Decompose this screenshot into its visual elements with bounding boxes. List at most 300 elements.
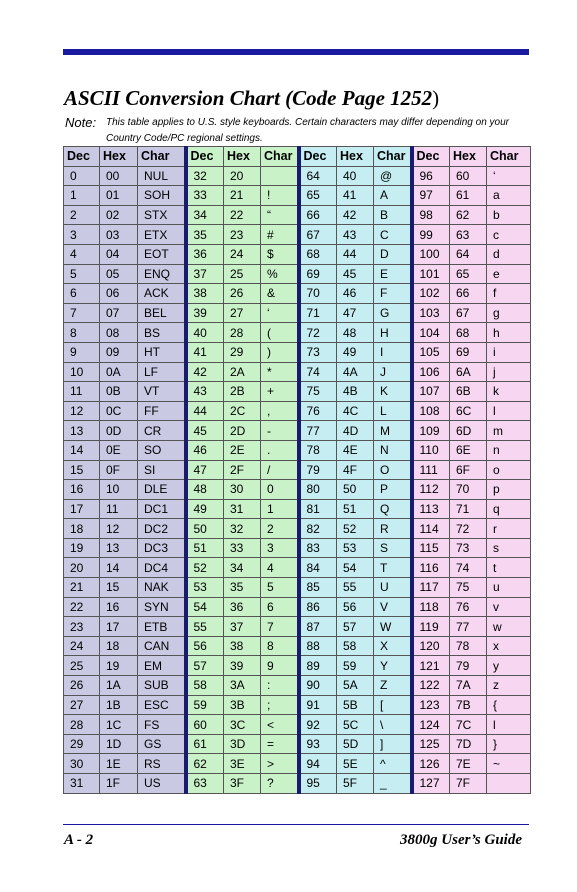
note-text: This table applies to U.S. style keyboards. Certain characters may differ depending on your Country Code/PC regional settings.: [106, 117, 509, 144]
char-cell: ;: [261, 695, 299, 715]
hex-cell: 08: [100, 323, 138, 343]
dec-cell: 85: [299, 578, 337, 598]
hex-cell: 49: [337, 342, 374, 362]
hex-cell: 2D: [224, 421, 261, 441]
hex-cell: 1F: [100, 774, 138, 794]
column-header: Dec: [412, 147, 450, 167]
char-cell: n: [487, 440, 531, 460]
dec-cell: 22: [64, 597, 100, 617]
hex-cell: 6C: [450, 401, 487, 421]
hex-cell: 30: [224, 480, 261, 500]
hex-cell: 65: [450, 264, 487, 284]
char-cell: j: [487, 362, 531, 382]
hex-cell: 6B: [450, 382, 487, 402]
hex-cell: 00: [100, 166, 138, 186]
hex-cell: 27: [224, 303, 261, 323]
dec-cell: 45: [186, 421, 224, 441]
table-row: [64, 734, 531, 754]
table-row: [64, 754, 531, 774]
hex-cell: 69: [450, 342, 487, 362]
char-cell: CAN: [138, 636, 186, 656]
char-cell: ENQ: [138, 264, 186, 284]
char-cell: “: [261, 205, 299, 225]
hex-cell: 4B: [337, 382, 374, 402]
dec-cell: 98: [412, 205, 450, 225]
char-cell: r: [487, 519, 531, 539]
char-cell: US: [138, 774, 186, 794]
char-cell: SI: [138, 460, 186, 480]
hex-cell: 09: [100, 342, 138, 362]
char-cell: DC3: [138, 538, 186, 558]
hex-cell: 64: [450, 244, 487, 264]
dec-cell: 16: [64, 480, 100, 500]
char-cell: }: [487, 734, 531, 754]
dec-cell: 34: [186, 205, 224, 225]
char-cell: o: [487, 460, 531, 480]
table-row: [64, 303, 531, 323]
hex-cell: 11: [100, 499, 138, 519]
char-cell: \: [374, 715, 412, 735]
char-cell: 5: [261, 578, 299, 598]
dec-cell: 93: [299, 734, 337, 754]
hex-cell: 62: [450, 205, 487, 225]
char-cell: d: [487, 244, 531, 264]
char-cell: CR: [138, 421, 186, 441]
dec-cell: 33: [186, 186, 224, 206]
hex-cell: 34: [224, 558, 261, 578]
table-row: [64, 715, 531, 735]
dec-cell: 87: [299, 617, 337, 637]
hex-cell: 0A: [100, 362, 138, 382]
dec-cell: 54: [186, 597, 224, 617]
dec-cell: 23: [64, 617, 100, 637]
hex-cell: 67: [450, 303, 487, 323]
hex-cell: 52: [337, 519, 374, 539]
dec-cell: 122: [412, 676, 450, 696]
dec-cell: 70: [299, 284, 337, 304]
hex-cell: 78: [450, 636, 487, 656]
hex-cell: 1B: [100, 695, 138, 715]
char-cell: ~: [487, 754, 531, 774]
hex-cell: 4D: [337, 421, 374, 441]
char-cell: 3: [261, 538, 299, 558]
char-cell: FS: [138, 715, 186, 735]
hex-cell: 07: [100, 303, 138, 323]
table-row: [64, 244, 531, 264]
dec-cell: 67: [299, 225, 337, 245]
dec-cell: 11: [64, 382, 100, 402]
char-cell: EOT: [138, 244, 186, 264]
dec-cell: 78: [299, 440, 337, 460]
dec-cell: 99: [412, 225, 450, 245]
hex-cell: 20: [224, 166, 261, 186]
dec-cell: 94: [299, 754, 337, 774]
dec-cell: 76: [299, 401, 337, 421]
char-cell: ,: [261, 401, 299, 421]
column-header: Char: [374, 147, 412, 167]
char-cell: U: [374, 578, 412, 598]
hex-cell: 35: [224, 578, 261, 598]
char-cell: .: [261, 440, 299, 460]
dec-cell: 75: [299, 382, 337, 402]
dec-cell: 8: [64, 323, 100, 343]
dec-cell: 31: [64, 774, 100, 794]
dec-cell: 28: [64, 715, 100, 735]
hex-cell: 0F: [100, 460, 138, 480]
dec-cell: 66: [299, 205, 337, 225]
char-cell: C: [374, 225, 412, 245]
hex-cell: 06: [100, 284, 138, 304]
char-cell: DLE: [138, 480, 186, 500]
dec-cell: 100: [412, 244, 450, 264]
column-header: Hex: [337, 147, 374, 167]
column-header: Dec: [299, 147, 337, 167]
hex-cell: 5F: [337, 774, 374, 794]
char-cell: 1: [261, 499, 299, 519]
char-cell: y: [487, 656, 531, 676]
hex-cell: 13: [100, 538, 138, 558]
table-body: [64, 166, 531, 793]
hex-cell: 46: [337, 284, 374, 304]
dec-cell: 61: [186, 734, 224, 754]
table-row: [64, 519, 531, 539]
char-cell: NUL: [138, 166, 186, 186]
dec-cell: 55: [186, 617, 224, 637]
char-cell: J: [374, 362, 412, 382]
hex-cell: 36: [224, 597, 261, 617]
dec-cell: 84: [299, 558, 337, 578]
dec-cell: 47: [186, 460, 224, 480]
dec-cell: 103: [412, 303, 450, 323]
char-cell: <: [261, 715, 299, 735]
char-cell: ‘: [487, 166, 531, 186]
dec-cell: 29: [64, 734, 100, 754]
char-cell: -: [261, 421, 299, 441]
hex-cell: 14: [100, 558, 138, 578]
char-cell: 2: [261, 519, 299, 539]
table-row: [64, 342, 531, 362]
char-cell: 6: [261, 597, 299, 617]
char-cell: EM: [138, 656, 186, 676]
table-row: [64, 460, 531, 480]
dec-cell: 89: [299, 656, 337, 676]
char-cell: I: [374, 342, 412, 362]
dec-cell: 82: [299, 519, 337, 539]
dec-cell: 30: [64, 754, 100, 774]
hex-cell: 1D: [100, 734, 138, 754]
dec-cell: 69: [299, 264, 337, 284]
footer-page-number: A - 2: [64, 832, 94, 848]
dec-cell: 74: [299, 362, 337, 382]
hex-cell: 58: [337, 636, 374, 656]
char-cell: (: [261, 323, 299, 343]
char-cell: !: [261, 186, 299, 206]
dec-cell: 102: [412, 284, 450, 304]
char-cell: SO: [138, 440, 186, 460]
dec-cell: 114: [412, 519, 450, 539]
char-cell: _: [374, 774, 412, 794]
table-row: [64, 440, 531, 460]
char-cell: b: [487, 205, 531, 225]
char-cell: M: [374, 421, 412, 441]
dec-cell: 58: [186, 676, 224, 696]
char-cell: 9: [261, 656, 299, 676]
char-cell: NAK: [138, 578, 186, 598]
hex-cell: 7F: [450, 774, 487, 794]
dec-cell: 86: [299, 597, 337, 617]
char-cell: :: [261, 676, 299, 696]
hex-cell: 73: [450, 538, 487, 558]
char-cell: k: [487, 382, 531, 402]
char-cell: D: [374, 244, 412, 264]
dec-cell: 109: [412, 421, 450, 441]
hex-cell: 5C: [337, 715, 374, 735]
dec-cell: 120: [412, 636, 450, 656]
dec-cell: 113: [412, 499, 450, 519]
char-cell: DC4: [138, 558, 186, 578]
dec-cell: 18: [64, 519, 100, 539]
char-cell: u: [487, 578, 531, 598]
footer-guide-title: 3800g User’s Guide: [400, 832, 522, 848]
dec-cell: 60: [186, 715, 224, 735]
table-row: [64, 264, 531, 284]
title-text: ASCII Conversion Chart (Code Page 1252: [64, 86, 433, 110]
dec-cell: 35: [186, 225, 224, 245]
hex-cell: 66: [450, 284, 487, 304]
char-cell: [: [374, 695, 412, 715]
hex-cell: 55: [337, 578, 374, 598]
table-row: [64, 578, 531, 598]
dec-cell: 59: [186, 695, 224, 715]
dec-cell: 125: [412, 734, 450, 754]
column-header: Char: [138, 147, 186, 167]
dec-cell: 44: [186, 401, 224, 421]
table-row: [64, 225, 531, 245]
column-header: Dec: [186, 147, 224, 167]
char-cell: B: [374, 205, 412, 225]
dec-cell: 25: [64, 656, 100, 676]
char-cell: h: [487, 323, 531, 343]
char-cell: q: [487, 499, 531, 519]
dec-cell: 17: [64, 499, 100, 519]
hex-cell: 6A: [450, 362, 487, 382]
hex-cell: 0E: [100, 440, 138, 460]
dec-cell: 126: [412, 754, 450, 774]
top-rule: [63, 49, 529, 55]
dec-cell: 79: [299, 460, 337, 480]
hex-cell: 54: [337, 558, 374, 578]
char-cell: w: [487, 617, 531, 637]
hex-cell: 12: [100, 519, 138, 539]
dec-cell: 112: [412, 480, 450, 500]
dec-cell: 0: [64, 166, 100, 186]
char-cell: SUB: [138, 676, 186, 696]
hex-cell: 5D: [337, 734, 374, 754]
table-row: [64, 382, 531, 402]
char-cell: /: [261, 460, 299, 480]
dec-cell: 97: [412, 186, 450, 206]
hex-cell: 3B: [224, 695, 261, 715]
char-cell: ?: [261, 774, 299, 794]
dec-cell: 111: [412, 460, 450, 480]
dec-cell: 88: [299, 636, 337, 656]
char-cell: &: [261, 284, 299, 304]
hex-cell: 0D: [100, 421, 138, 441]
hex-cell: 7B: [450, 695, 487, 715]
char-cell: HT: [138, 342, 186, 362]
dec-cell: 2: [64, 205, 100, 225]
hex-cell: 02: [100, 205, 138, 225]
table-row: [64, 558, 531, 578]
dec-cell: 13: [64, 421, 100, 441]
hex-cell: 59: [337, 656, 374, 676]
dec-cell: 7: [64, 303, 100, 323]
char-cell: ]: [374, 734, 412, 754]
char-cell: ETB: [138, 617, 186, 637]
table-row: [64, 401, 531, 421]
char-cell: DC2: [138, 519, 186, 539]
char-cell: a: [487, 186, 531, 206]
dec-cell: 15: [64, 460, 100, 480]
dec-cell: 96: [412, 166, 450, 186]
dec-cell: 57: [186, 656, 224, 676]
hex-cell: 26: [224, 284, 261, 304]
char-cell: H: [374, 323, 412, 343]
hex-cell: 3D: [224, 734, 261, 754]
dec-cell: 32: [186, 166, 224, 186]
dec-cell: 21: [64, 578, 100, 598]
char-cell: e: [487, 264, 531, 284]
char-cell: F: [374, 284, 412, 304]
dec-cell: 115: [412, 538, 450, 558]
hex-cell: 6D: [450, 421, 487, 441]
char-cell: ): [261, 342, 299, 362]
dec-cell: 83: [299, 538, 337, 558]
hex-cell: 10: [100, 480, 138, 500]
hex-cell: 60: [450, 166, 487, 186]
char-cell: G: [374, 303, 412, 323]
char-cell: RS: [138, 754, 186, 774]
dec-cell: 127: [412, 774, 450, 794]
hex-cell: 37: [224, 617, 261, 637]
hex-cell: 70: [450, 480, 487, 500]
char-cell: c: [487, 225, 531, 245]
dec-cell: 110: [412, 440, 450, 460]
table-row: [64, 538, 531, 558]
table-row: [64, 617, 531, 637]
dec-cell: 119: [412, 617, 450, 637]
hex-cell: 45: [337, 264, 374, 284]
hex-cell: 47: [337, 303, 374, 323]
dec-cell: 38: [186, 284, 224, 304]
char-cell: SYN: [138, 597, 186, 617]
dec-cell: 124: [412, 715, 450, 735]
hex-cell: 76: [450, 597, 487, 617]
char-cell: L: [374, 401, 412, 421]
char-cell: T: [374, 558, 412, 578]
hex-cell: 24: [224, 244, 261, 264]
char-cell: FF: [138, 401, 186, 421]
hex-cell: 39: [224, 656, 261, 676]
char-cell: E: [374, 264, 412, 284]
hex-cell: 5B: [337, 695, 374, 715]
dec-cell: 116: [412, 558, 450, 578]
char-cell: @: [374, 166, 412, 186]
table-row: [64, 597, 531, 617]
hex-cell: 16: [100, 597, 138, 617]
dec-cell: 40: [186, 323, 224, 343]
hex-cell: 51: [337, 499, 374, 519]
hex-cell: 38: [224, 636, 261, 656]
table-row: [64, 480, 531, 500]
char-cell: Z: [374, 676, 412, 696]
char-cell: BS: [138, 323, 186, 343]
dec-cell: 81: [299, 499, 337, 519]
hex-cell: 05: [100, 264, 138, 284]
hex-cell: 2B: [224, 382, 261, 402]
dec-cell: 63: [186, 774, 224, 794]
hex-cell: 72: [450, 519, 487, 539]
char-cell: Y: [374, 656, 412, 676]
hex-cell: 3A: [224, 676, 261, 696]
char-cell: x: [487, 636, 531, 656]
table-row: [64, 695, 531, 715]
dec-cell: 80: [299, 480, 337, 500]
hex-cell: 29: [224, 342, 261, 362]
column-header: Dec: [64, 147, 100, 167]
char-cell: ‘: [261, 303, 299, 323]
dec-cell: 105: [412, 342, 450, 362]
dec-cell: 56: [186, 636, 224, 656]
char-cell: LF: [138, 362, 186, 382]
char-cell: S: [374, 538, 412, 558]
hex-cell: 03: [100, 225, 138, 245]
char-cell: 4: [261, 558, 299, 578]
hex-cell: 25: [224, 264, 261, 284]
dec-cell: 24: [64, 636, 100, 656]
char-cell: ESC: [138, 695, 186, 715]
dec-cell: 108: [412, 401, 450, 421]
hex-cell: 71: [450, 499, 487, 519]
dec-cell: 104: [412, 323, 450, 343]
char-cell: s: [487, 538, 531, 558]
dec-cell: 52: [186, 558, 224, 578]
hex-cell: 31: [224, 499, 261, 519]
dec-cell: 36: [186, 244, 224, 264]
hex-cell: 40: [337, 166, 374, 186]
hex-cell: 6E: [450, 440, 487, 460]
char-cell: l: [487, 401, 531, 421]
hex-cell: 22: [224, 205, 261, 225]
char-cell: N: [374, 440, 412, 460]
hex-cell: 3C: [224, 715, 261, 735]
dec-cell: 95: [299, 774, 337, 794]
dec-cell: 107: [412, 382, 450, 402]
dec-cell: 26: [64, 676, 100, 696]
hex-cell: 23: [224, 225, 261, 245]
char-cell: %: [261, 264, 299, 284]
char-cell: R: [374, 519, 412, 539]
char-cell: P: [374, 480, 412, 500]
char-cell: A: [374, 186, 412, 206]
hex-cell: 2C: [224, 401, 261, 421]
dec-cell: 3: [64, 225, 100, 245]
dec-cell: 123: [412, 695, 450, 715]
char-cell: #: [261, 225, 299, 245]
hex-cell: 4F: [337, 460, 374, 480]
dec-cell: 20: [64, 558, 100, 578]
hex-cell: 2E: [224, 440, 261, 460]
